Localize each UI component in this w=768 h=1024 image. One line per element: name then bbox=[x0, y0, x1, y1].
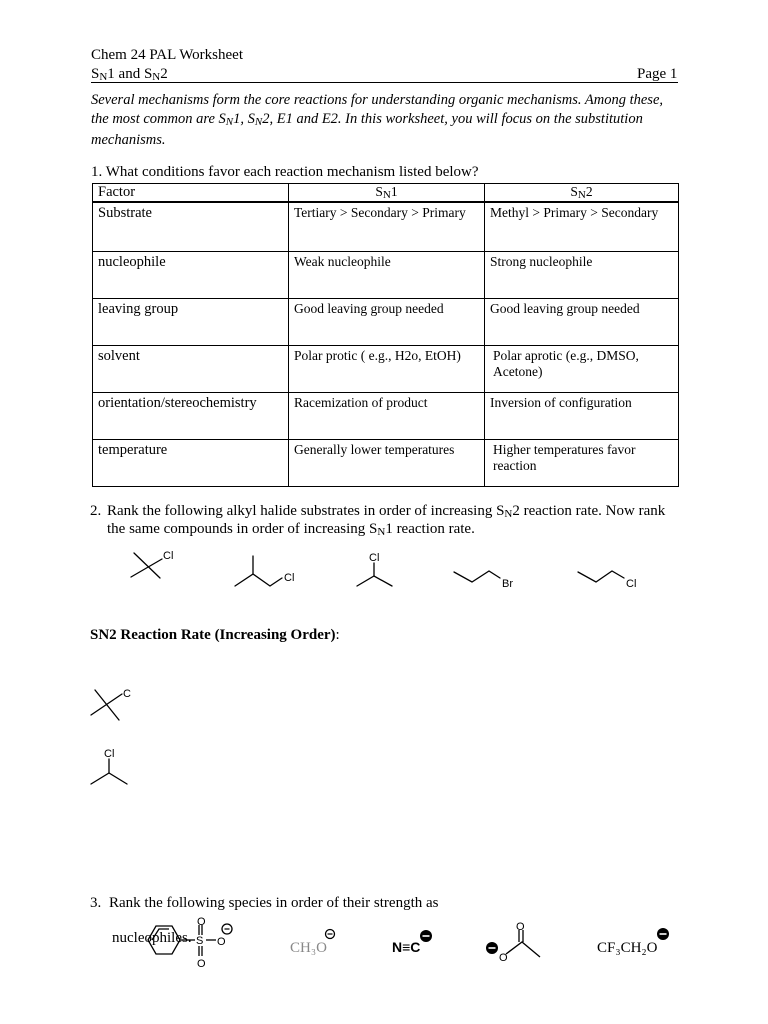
cell-sn2: Good leaving group needed bbox=[485, 299, 679, 346]
acetate-structure bbox=[506, 930, 540, 957]
question-3-line-2: nucleophiles. bbox=[112, 930, 192, 946]
bromopropane-structure bbox=[454, 571, 500, 582]
trifluoroethoxide-label: CF₃CH₂O bbox=[597, 940, 658, 956]
sn2-heading-colon: : bbox=[335, 627, 340, 643]
cell-sn1: Generally lower temperatures bbox=[289, 440, 485, 487]
cell-sn2: Methyl > Primary > Secondary bbox=[485, 202, 679, 252]
sn2-answer-structures bbox=[80, 680, 160, 795]
cell-sn1: Racemization of product bbox=[289, 393, 485, 440]
question-1-text: 1. What conditions favor each reaction mechanism listed below? bbox=[91, 164, 479, 180]
subtitle-n1: N bbox=[99, 71, 108, 83]
cell-sn1: Tertiary > Secondary > Primary bbox=[289, 202, 485, 252]
header-sn1-num: 1 bbox=[390, 184, 398, 199]
label-br: Br bbox=[502, 578, 513, 590]
subtitle-s1: S bbox=[91, 66, 100, 82]
page-label: Page bbox=[637, 66, 667, 82]
isopropyl-chloride-structure bbox=[357, 563, 392, 586]
table-row bbox=[93, 202, 679, 252]
question-2-line-1 bbox=[107, 503, 687, 520]
cell-factor: orientation/stereochemistry bbox=[93, 393, 289, 440]
acetate-o-top: O bbox=[516, 921, 525, 933]
table-row bbox=[93, 252, 679, 299]
table-header-row bbox=[93, 184, 679, 203]
methoxide-label: CH₃O bbox=[290, 940, 327, 956]
label-cl-4: Cl bbox=[626, 578, 637, 590]
intro-sub-2: N bbox=[254, 115, 263, 128]
worksheet-title: Chem 24 PAL Worksheet bbox=[91, 47, 243, 63]
q2-text-b: 2 reaction rate. Now rank bbox=[512, 503, 666, 519]
q2-sub-1: N bbox=[504, 508, 513, 520]
cell-sn2: Inversion of configuration bbox=[485, 393, 679, 440]
intro-sub-1: N bbox=[225, 115, 234, 128]
sulfonate-o-right: O bbox=[217, 936, 226, 948]
answer-isopropyl-structure bbox=[91, 759, 127, 784]
label-cl-2: Cl bbox=[284, 572, 295, 584]
page-indicator bbox=[637, 66, 677, 83]
cell-sn2: Higher temperatures favor reaction bbox=[485, 440, 679, 487]
table-row bbox=[93, 393, 679, 440]
cell-factor: leaving group bbox=[93, 299, 289, 346]
chloropropane-structure bbox=[578, 571, 624, 582]
cell-sn1: Polar protic ( e.g., H2o, EtOH) bbox=[289, 346, 485, 393]
q2-text-a: Rank the following alkyl halide substrates in order of increasing S bbox=[107, 503, 505, 519]
cell-sn1: Good leaving group needed bbox=[289, 299, 485, 346]
cyanide-label: N≡C bbox=[392, 939, 421, 955]
sn2-rate-heading bbox=[90, 627, 340, 644]
benzenesulfonate-structure bbox=[148, 925, 216, 956]
sn2-heading-text: SN2 Reaction Rate (Increasing Order) bbox=[90, 627, 336, 643]
sulfonate-o-bottom: O bbox=[197, 958, 206, 970]
header-sn1-s: S bbox=[375, 184, 383, 199]
q2-text-c: the same compounds in order of increasing S bbox=[107, 521, 378, 537]
intro-paragraph bbox=[91, 91, 681, 150]
intro-text-2: 1, S bbox=[233, 110, 255, 127]
answer-tert-butyl-structure bbox=[91, 690, 122, 720]
cell-sn2: Polar aprotic (e.g., DMSO, Acetone) bbox=[485, 346, 679, 393]
cell-factor: temperature bbox=[93, 440, 289, 487]
cell-sn1: Weak nucleophile bbox=[289, 252, 485, 299]
intro-text-1: Several mechanisms form the core reactions for understanding organic mechanisms. Among these, the most common are S bbox=[91, 92, 663, 127]
worksheet-subtitle bbox=[91, 66, 168, 83]
header-sn2 bbox=[485, 184, 679, 203]
q2-text-d: 1 reaction rate. bbox=[385, 521, 475, 537]
header-sn2-n: N bbox=[577, 189, 586, 201]
subtitle-mid: 1 and S bbox=[107, 66, 153, 82]
header-rule bbox=[91, 82, 678, 83]
header-sn2-num: 2 bbox=[585, 184, 593, 199]
answer-label-c: C bbox=[123, 688, 131, 700]
header-factor: Factor bbox=[93, 184, 289, 203]
acetate-o-bottom: O bbox=[499, 952, 508, 964]
table-row bbox=[93, 346, 679, 393]
table-row bbox=[93, 299, 679, 346]
tert-butyl-chloride-structure bbox=[131, 553, 162, 578]
cell-sn2: Strong nucleophile bbox=[485, 252, 679, 299]
answer-label-cl: Cl bbox=[104, 748, 115, 760]
table-row bbox=[93, 440, 679, 487]
header-sn1-n: N bbox=[382, 189, 391, 201]
question-3-line-1: Rank the following species in order of their strength as bbox=[109, 895, 439, 911]
header-sn1 bbox=[289, 184, 485, 203]
sulfonate-o-top: O bbox=[197, 916, 206, 928]
question-2-number: 2. bbox=[90, 503, 102, 519]
cell-factor: solvent bbox=[93, 346, 289, 393]
label-cl-1: Cl bbox=[163, 550, 174, 562]
label-cl-3: Cl bbox=[369, 552, 380, 564]
isobutyl-chloride-structure bbox=[235, 556, 282, 586]
conditions-table bbox=[92, 183, 679, 487]
intro-text-3: 2, E1 and E2. In this worksheet, you will focus on the substitution mechanisms. bbox=[91, 110, 643, 148]
alkyl-halide-structures bbox=[0, 540, 768, 600]
page-number: 1 bbox=[669, 66, 678, 82]
header-sn2-s: S bbox=[570, 184, 578, 199]
question-3-number: 3. bbox=[90, 895, 102, 911]
question-2-line-2 bbox=[107, 521, 687, 538]
subtitle-n2: N bbox=[152, 71, 161, 83]
subtitle-end: 2 bbox=[160, 66, 168, 82]
cell-factor: nucleophile bbox=[93, 252, 289, 299]
cell-factor: Substrate bbox=[93, 202, 289, 252]
q2-sub-2: N bbox=[377, 526, 386, 538]
nucleophile-structures bbox=[130, 910, 680, 970]
sulfonate-s: S bbox=[196, 935, 204, 947]
